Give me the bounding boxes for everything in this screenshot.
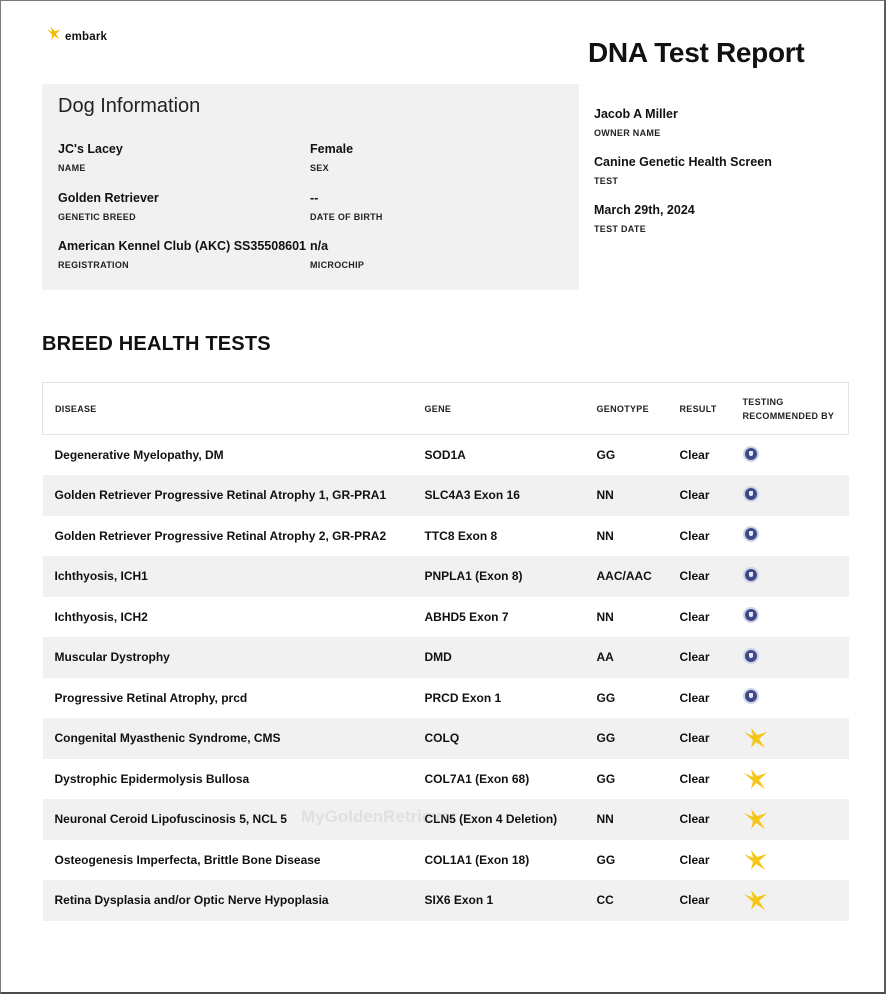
ofa-icon xyxy=(743,688,759,704)
table-row xyxy=(43,435,849,476)
cell-genotype: NN xyxy=(596,528,614,543)
table-row xyxy=(43,759,849,800)
header-disease: DISEASE xyxy=(55,403,97,414)
cell-result: Clear xyxy=(679,448,710,462)
cell-disease: Congenital Myasthenic Syndrome, CMS xyxy=(54,731,281,746)
registration-value: American Kennel Club (AKC) SS35508601 xyxy=(58,239,307,253)
report-title: DNA Test Report xyxy=(588,37,805,68)
cell-recommended-by xyxy=(731,637,849,678)
cell-disease: Degenerative Myelopathy, DM xyxy=(54,448,224,462)
header-recommended-line-1: TESTING xyxy=(742,396,784,407)
logo-text: embark xyxy=(65,30,108,43)
cell-genotype: GG xyxy=(596,731,616,746)
header-genotype: GENOTYPE xyxy=(596,403,649,414)
embark-star-icon xyxy=(743,768,849,790)
cell-disease: Muscular Dystrophy xyxy=(54,650,170,665)
cell-disease: Neuronal Ceroid Lipofuscinosis 5, NCL 5 xyxy=(54,812,287,827)
cell-gene: ABHD5 Exon 7 xyxy=(424,609,509,624)
cell-result: Clear xyxy=(679,893,710,908)
dog-name-label: NAME xyxy=(58,163,86,173)
microchip-label: MICROCHIP xyxy=(310,260,365,270)
breed-label: GENETIC BREED xyxy=(58,212,136,222)
cell-gene: SIX6 Exon 1 xyxy=(424,893,494,908)
cell-gene: PNPLA1 (Exon 8) xyxy=(424,569,523,584)
cell-result: Clear xyxy=(679,528,710,543)
ofa-icon xyxy=(743,607,759,623)
cell-result: Clear xyxy=(679,690,710,705)
cell-disease: Progressive Retinal Atrophy, prcd xyxy=(54,690,248,705)
cell-genotype: GG xyxy=(596,448,616,462)
ofa-icon xyxy=(743,486,759,502)
embark-star-icon xyxy=(45,25,63,48)
test-date-field xyxy=(594,203,695,234)
table-row xyxy=(43,678,849,719)
cell-result: Clear xyxy=(679,569,710,584)
dog-information-panel xyxy=(42,84,579,290)
cell-result: Clear xyxy=(679,852,710,867)
cell-genotype: NN xyxy=(596,488,614,503)
table-row xyxy=(43,637,849,678)
table-row xyxy=(43,718,849,759)
cell-gene: TTC8 Exon 8 xyxy=(424,528,498,543)
cell-genotype: CC xyxy=(596,893,614,908)
table-row xyxy=(43,475,849,516)
cell-recommended-by xyxy=(731,678,849,719)
ofa-icon xyxy=(743,567,759,583)
test-value: Canine Genetic Health Screen xyxy=(594,155,772,169)
cell-recommended-by xyxy=(731,799,849,840)
watermark: MyGoldenRetriever xyxy=(301,807,457,826)
test-date-value: March 29th, 2024 xyxy=(594,203,695,217)
ofa-icon xyxy=(743,446,759,462)
cell-recommended-by xyxy=(731,516,849,557)
embark-star-icon xyxy=(743,849,849,871)
cell-disease: Ichthyosis, ICH1 xyxy=(54,569,148,584)
cell-genotype: GG xyxy=(596,771,616,786)
dog-name-value: JC's Lacey xyxy=(58,142,123,156)
registration-field xyxy=(58,239,306,270)
table-row xyxy=(43,799,849,840)
cell-gene: DMD xyxy=(424,650,452,665)
owner-name-field xyxy=(594,107,678,138)
cell-disease: Osteogenesis Imperfecta, Brittle Bone Disease xyxy=(54,852,321,867)
header-result: RESULT xyxy=(679,403,717,414)
cell-genotype: NN xyxy=(596,609,614,624)
embark-star-icon xyxy=(743,889,849,911)
cell-result: Clear xyxy=(679,731,710,746)
cell-recommended-by xyxy=(731,597,849,638)
microchip-value: n/a xyxy=(310,239,329,253)
cell-result: Clear xyxy=(679,650,710,665)
dob-label: DATE OF BIRTH xyxy=(310,212,383,222)
cell-recommended-by xyxy=(731,718,849,759)
table-row xyxy=(43,556,849,597)
table-body xyxy=(43,435,849,921)
header-recommended-line-2: RECOMMENDED BY xyxy=(742,410,835,421)
cell-genotype: GG xyxy=(596,852,616,867)
cell-gene: COL7A1 (Exon 68) xyxy=(424,771,530,786)
table-row xyxy=(43,840,849,881)
cell-recommended-by xyxy=(731,475,849,516)
cell-genotype: AA xyxy=(596,650,614,665)
cell-recommended-by xyxy=(731,880,849,921)
cell-disease: Ichthyosis, ICH2 xyxy=(54,609,148,624)
cell-recommended-by xyxy=(731,759,849,800)
cell-gene: SOD1A xyxy=(424,448,466,462)
ofa-icon xyxy=(743,648,759,664)
cell-disease: Retina Dysplasia and/or Optic Nerve Hypoplasia xyxy=(54,893,329,908)
cell-disease: Golden Retriever Progressive Retinal Atrophy 2, GR-PRA2 xyxy=(54,528,387,543)
test-field xyxy=(594,155,772,186)
cell-gene: PRCD Exon 1 xyxy=(424,690,502,705)
embark-logo xyxy=(45,25,107,48)
breed-field xyxy=(58,191,159,222)
test-label: TEST xyxy=(594,176,619,186)
table-row xyxy=(43,516,849,557)
cell-genotype: NN xyxy=(596,812,614,827)
cell-gene: CLN5 (Exon 4 Deletion) xyxy=(424,812,558,827)
cell-gene: COLQ xyxy=(424,731,460,746)
test-date-label: TEST DATE xyxy=(594,224,647,234)
cell-genotype: GG xyxy=(596,690,616,705)
table-row xyxy=(43,880,849,921)
breed-value: Golden Retriever xyxy=(58,191,159,205)
dog-information-title: Dog Information xyxy=(58,95,201,117)
table-row xyxy=(43,597,849,638)
sex-field xyxy=(310,142,353,173)
ofa-icon xyxy=(743,526,759,542)
cell-gene: SLC4A3 Exon 16 xyxy=(424,488,520,503)
table-header-row xyxy=(43,383,849,435)
cell-disease: Dystrophic Epidermolysis Bullosa xyxy=(54,771,250,786)
dob-value: -- xyxy=(310,191,319,205)
owner-name-value: Jacob A Miller xyxy=(594,107,678,121)
breed-health-tests-title: BREED HEALTH TESTS xyxy=(42,333,271,355)
header-gene: GENE xyxy=(424,403,452,414)
owner-name-label: OWNER NAME xyxy=(594,128,661,138)
dog-name-field xyxy=(58,142,123,173)
cell-result: Clear xyxy=(679,812,710,827)
sex-value: Female xyxy=(310,142,354,156)
registration-label: REGISTRATION xyxy=(58,260,129,270)
microchip-field xyxy=(310,239,364,270)
dob-field xyxy=(310,191,383,222)
cell-recommended-by xyxy=(731,435,849,476)
cell-recommended-by xyxy=(731,556,849,597)
cell-result: Clear xyxy=(679,609,710,624)
cell-recommended-by xyxy=(731,840,849,881)
header-recommended-by xyxy=(731,383,849,435)
sex-label: SEX xyxy=(310,163,329,173)
breed-health-table xyxy=(42,382,848,921)
embark-star-icon xyxy=(743,808,849,830)
cell-gene: COL1A1 (Exon 18) xyxy=(424,852,530,867)
cell-genotype: AAC/AAC xyxy=(596,569,652,584)
cell-disease: Golden Retriever Progressive Retinal Atrophy 1, GR-PRA1 xyxy=(54,488,387,503)
cell-result: Clear xyxy=(679,488,710,503)
cell-result: Clear xyxy=(679,771,710,786)
embark-star-icon xyxy=(743,727,849,749)
